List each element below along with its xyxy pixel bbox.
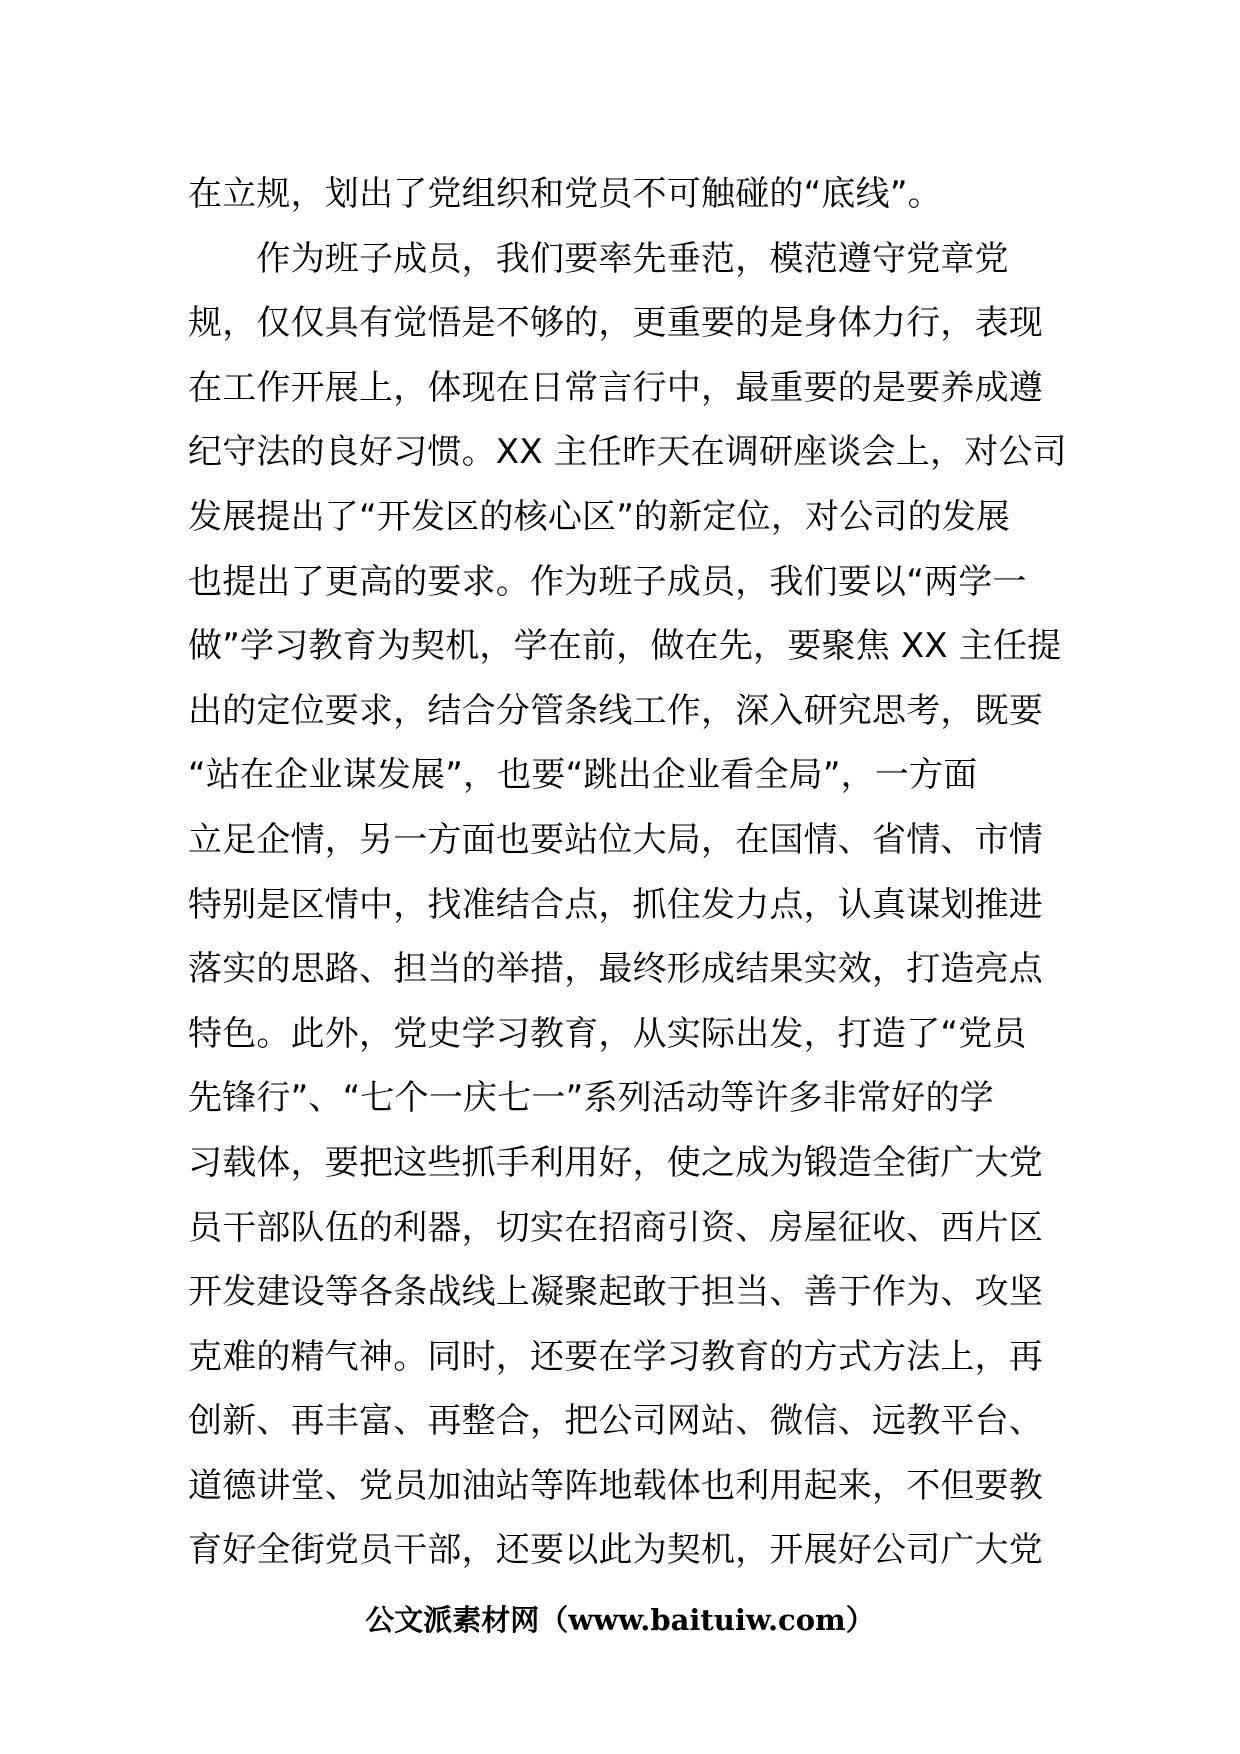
text-line: 出的定位要求，结合分管条线工作，深入研究思考，既要 bbox=[188, 690, 1043, 731]
text-line: 规，仅仅具有觉悟是不够的，更重要的是身体力行，表现 bbox=[188, 303, 1043, 344]
text-line: 特别是区情中，找准结合点，抓住发力点，认真谋划推进 bbox=[188, 884, 1043, 925]
text-line: 落实的思路、担当的举措，最终形成结果实效，打造亮点 bbox=[188, 949, 1043, 990]
text-line: 在立规，划出了党组织和党员不可触碰的“底线”。 bbox=[188, 174, 942, 214]
text-line: 也提出了更高的要求。作为班子成员，我们要以“两学一 bbox=[188, 561, 1027, 602]
text-line: 发展提出了“开发区的核心区”的新定位，对公司的发展 bbox=[188, 496, 1011, 537]
document-body bbox=[188, 162, 1067, 1583]
text-line: 做”学习教育为契机，学在前，做在先，要聚焦 XX 主任提 bbox=[188, 626, 1062, 667]
footer-watermark: 公文派素材网（www.baituiw.com） bbox=[365, 1603, 875, 1637]
text-line: “站在企业谋发展”，也要“跳出企业看全局”，一方面 bbox=[188, 755, 978, 796]
text-line: 育好全街党员干部，还要以此为契机，开展好公司广大党 bbox=[188, 1530, 1043, 1571]
text-line: 先锋行”、“七个一庆七一”系列活动等许多非常好的学 bbox=[188, 1078, 994, 1119]
text-line: 立足企情，另一方面也要站位大局，在国情、省情、市情 bbox=[188, 819, 1043, 860]
text-line: 创新、再丰富、再整合，把公司网站、微信、远教平台、 bbox=[188, 1401, 1043, 1442]
text-line: 纪守法的良好习惯。XX 主任昨天在调研座谈会上，对公司 bbox=[188, 432, 1067, 473]
text-line: 员干部队伍的利器，切实在招商引资、房屋征收、西片区 bbox=[188, 1207, 1043, 1248]
text-line: 特色。此外，党史学习教育，从实际出发，打造了“党员 bbox=[188, 1013, 1027, 1054]
text-line: 在工作开展上，体现在日常言行中，最重要的是要养成遵 bbox=[188, 367, 1043, 408]
text-line: 作为班子成员，我们要率先垂范，模范遵守党章党 bbox=[188, 238, 1009, 279]
text-line: 习载体，要把这些抓手利用好，使之成为锻造全街广大党 bbox=[188, 1142, 1043, 1183]
text-line: 克难的精气神。同时，还要在学习教育的方式方法上，再 bbox=[188, 1336, 1043, 1377]
text-line: 开发建设等各条战线上凝聚起敢于担当、善于作为、攻坚 bbox=[188, 1272, 1043, 1313]
text-line: 道德讲堂、党员加油站等阵地载体也利用起来，不但要教 bbox=[188, 1465, 1043, 1506]
